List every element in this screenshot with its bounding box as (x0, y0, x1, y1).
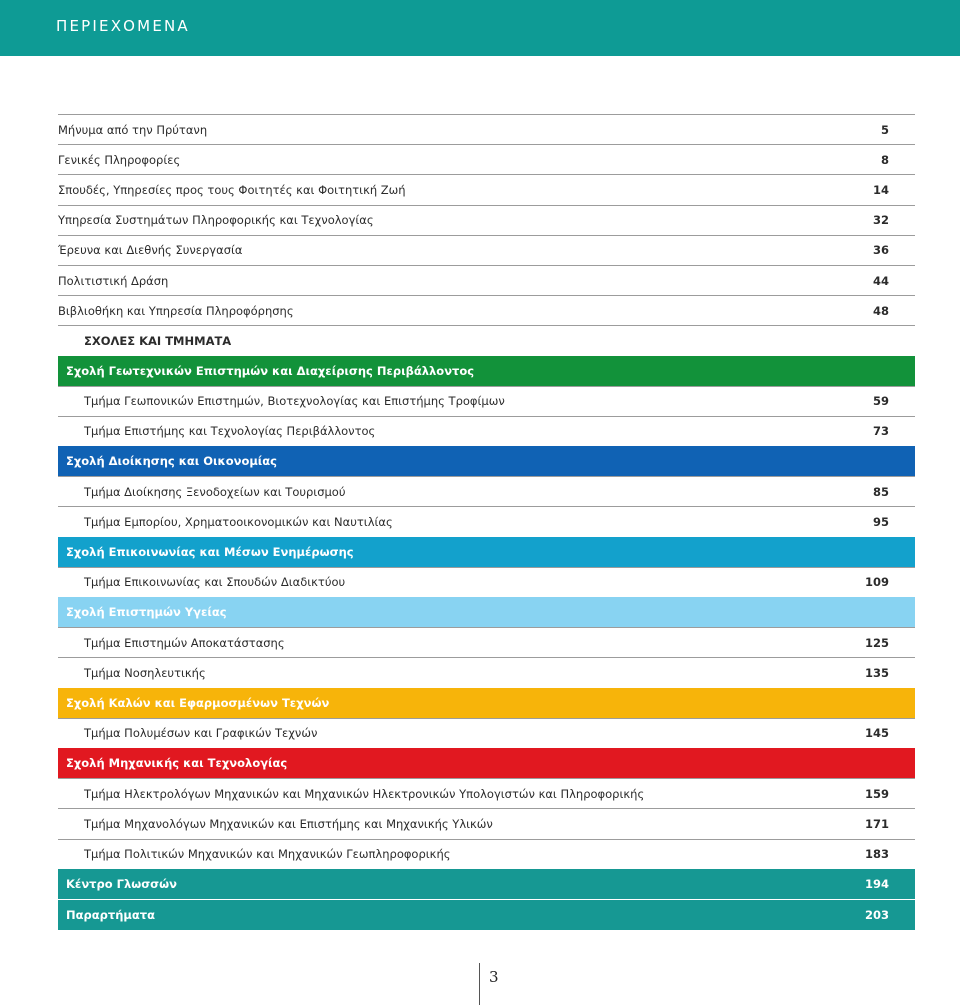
school-name: Σχολή Επιστημών Υγείας (66, 605, 227, 620)
toc-entry-label: Σπουδές, Υπηρεσίες προς τους Φοιτητές και Φοιτητική Ζωή (58, 182, 406, 197)
school-name: Σχολή Γεωτεχνικών Επιστημών και Διαχείρισης Περιβάλλοντος (66, 363, 475, 378)
toc-entry-label: Τμήμα Διοίκησης Ξενοδοχείων και Τουρισμού (84, 484, 346, 499)
section-heading-label: ΣΧΟΛΕΣ ΚΑΙ ΤΜΗΜΑΤΑ (84, 333, 232, 348)
header-bar (0, 0, 960, 56)
toc-row[interactable] (58, 235, 915, 265)
toc-entry-page: 109 (864, 575, 889, 590)
school-header-management[interactable] (58, 446, 915, 476)
toc-row[interactable] (58, 174, 915, 204)
toc-row[interactable] (58, 416, 915, 446)
toc-entry-page: 159 (864, 786, 889, 801)
toc-row[interactable] (58, 567, 915, 597)
page-title: ΠΕΡΙΕΧΟΜΕΝΑ (56, 17, 190, 35)
toc-entry-label: Γενικές Πληροφορίες (58, 152, 181, 167)
toc-entry-page: 44 (872, 273, 889, 288)
toc-entry-page: 14 (872, 182, 889, 197)
page-number: 3 (489, 968, 499, 986)
toc-row[interactable] (58, 386, 915, 416)
toc-entry-label: Πολιτιστική Δράση (58, 273, 169, 288)
toc-entry-page: 135 (864, 665, 889, 680)
toc-row[interactable] (58, 839, 915, 869)
toc-entry-page: 145 (864, 726, 889, 741)
toc-entry-label: Τμήμα Επιστημών Αποκατάστασης (84, 635, 285, 650)
toc-row[interactable] (58, 627, 915, 657)
school-header-health[interactable] (58, 597, 915, 627)
toc-entry-page: 73 (872, 424, 889, 439)
toc-entry-page: 32 (872, 213, 889, 228)
toc-row-appendices[interactable] (58, 900, 915, 930)
school-name: Σχολή Καλών και Εφαρμοσμένων Τεχνών (66, 695, 330, 710)
toc-entry-label: Υπηρεσία Συστημάτων Πληροφορικής και Τεχνολογίας (58, 213, 374, 228)
toc-entry-label: Μήνυμα από την Πρύτανη (58, 122, 208, 137)
school-header-communication[interactable] (58, 537, 915, 567)
toc-entry-label: Τμήμα Νοσηλευτικής (84, 665, 206, 680)
toc-row[interactable] (58, 718, 915, 748)
school-header-geotechnical[interactable] (58, 356, 915, 386)
toc-row[interactable] (58, 265, 915, 295)
toc-entry-label: Κέντρο Γλωσσών (66, 876, 177, 891)
toc-row[interactable] (58, 476, 915, 506)
toc-entry-label: Τμήμα Επικοινωνίας και Σπουδών Διαδικτύου (84, 575, 346, 590)
toc-entry-page: 171 (864, 816, 889, 831)
table-of-contents (58, 114, 915, 930)
school-name: Σχολή Επικοινωνίας και Μέσων Ενημέρωσης (66, 544, 354, 559)
toc-row[interactable] (58, 144, 915, 174)
toc-row[interactable] (58, 506, 915, 536)
toc-row[interactable] (58, 808, 915, 838)
toc-row[interactable] (58, 657, 915, 687)
toc-entry-label: Έρευνα και Διεθνής Συνεργασία (58, 243, 243, 258)
toc-row[interactable] (58, 205, 915, 235)
toc-entry-page: 36 (872, 243, 889, 258)
toc-entry-label: Τμήμα Επιστήμης και Τεχνολογίας Περιβάλλοντος (84, 424, 376, 439)
toc-entry-label: Τμήμα Εμπορίου, Χρηματοοικονομικών και Ναυτιλίας (84, 515, 393, 530)
school-header-engineering[interactable] (58, 748, 915, 778)
toc-entry-label: Τμήμα Πολυμέσων και Γραφικών Τεχνών (84, 726, 318, 741)
toc-entry-page: 5 (880, 122, 889, 137)
toc-entry-page: 125 (864, 635, 889, 650)
toc-entry-page: 8 (880, 152, 889, 167)
toc-entry-page: 85 (872, 484, 889, 499)
toc-entry-page: 194 (864, 876, 889, 891)
toc-row[interactable] (58, 114, 915, 144)
toc-entry-page: 95 (872, 515, 889, 530)
toc-row[interactable] (58, 295, 915, 325)
toc-entry-page: 183 (864, 847, 889, 862)
section-heading (58, 325, 915, 355)
toc-entry-label: Τμήμα Ηλεκτρολόγων Μηχανικών και Μηχανικών Ηλεκτρονικών Υπολογιστών και Πληροφορικής (84, 786, 645, 801)
toc-row-language-centre[interactable] (58, 869, 915, 899)
toc-entry-label: Παραρτήματα (66, 907, 156, 922)
toc-entry-label: Τμήμα Πολιτικών Μηχανικών και Μηχανικών Γεωπληροφορικής (84, 847, 451, 862)
footer-divider (479, 963, 480, 1005)
toc-entry-label: Τμήμα Γεωπονικών Επιστημών, Βιοτεχνολογίας και Επιστήμης Τροφίμων (84, 394, 505, 409)
toc-entry-label: Τμήμα Μηχανολόγων Μηχανικών και Επιστήμης και Μηχανικής Υλικών (84, 816, 493, 831)
school-header-fine-arts[interactable] (58, 688, 915, 718)
school-name: Σχολή Διοίκησης και Οικονομίας (66, 454, 278, 469)
toc-entry-label: Βιβλιοθήκη και Υπηρεσία Πληροφόρησης (58, 303, 294, 318)
toc-entry-page: 48 (872, 303, 889, 318)
toc-entry-page: 59 (872, 394, 889, 409)
toc-entry-page: 203 (864, 907, 889, 922)
toc-row[interactable] (58, 778, 915, 808)
school-name: Σχολή Μηχανικής και Τεχνολογίας (66, 756, 288, 771)
